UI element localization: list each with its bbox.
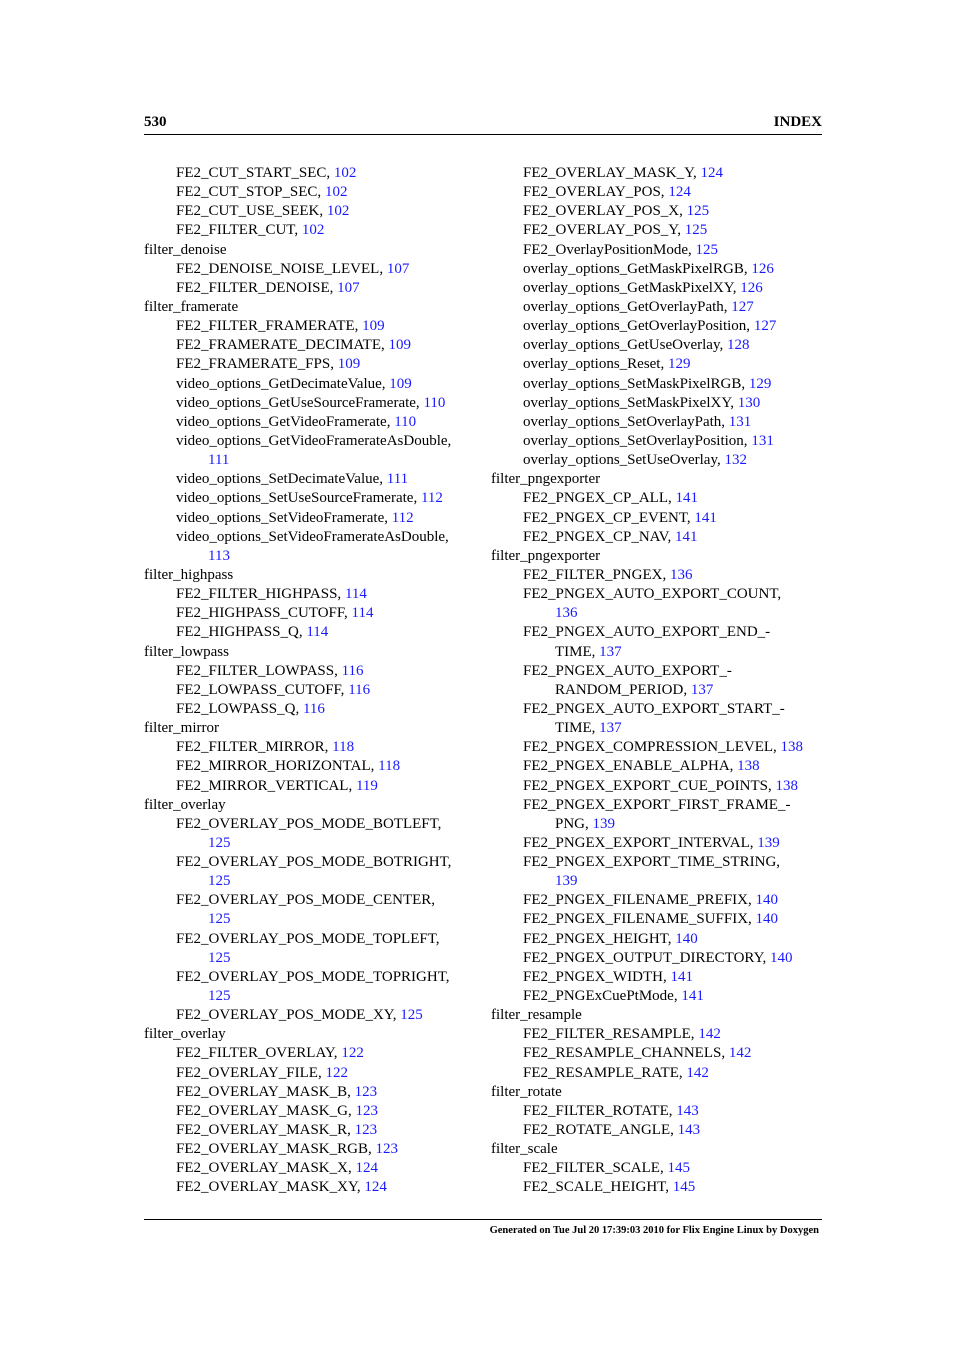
page-ref-link[interactable]: 141 [675, 490, 699, 507]
index-entry [491, 509, 827, 528]
page-ref-link[interactable]: 138 [775, 777, 798, 794]
index-entry [144, 509, 480, 528]
index-entry [144, 221, 480, 240]
entry-text: FE2_PNGEX_AUTO_EXPORT_START_- [523, 700, 785, 717]
entry-text: PNG, [555, 815, 593, 832]
index-entry [144, 1140, 480, 1159]
index-entry [144, 183, 480, 202]
page-ref-link[interactable]: 114 [351, 605, 374, 622]
index-entry [144, 681, 480, 700]
entry-text: overlay_options_GetUseOverlay, [523, 337, 727, 354]
page-ref-link[interactable]: 118 [332, 739, 355, 756]
entry-text: video_options_GetVideoFramerateAsDouble, [176, 432, 452, 449]
index-entry [491, 834, 827, 853]
entry-text: FE2_PNGEX_ENABLE_ALPHA, [523, 758, 738, 775]
index-group-heading [144, 241, 480, 260]
index-group-heading [491, 470, 827, 489]
page-ref-link[interactable]: 118 [378, 758, 401, 775]
index-entry [144, 1006, 480, 1025]
index-entry [491, 1178, 827, 1197]
entry-text: FE2_OVERLAY_MASK_RGB, [176, 1141, 376, 1158]
index-entry [491, 336, 827, 355]
index-group-heading [144, 1025, 480, 1044]
index-entry [144, 815, 480, 834]
index-entry [491, 949, 827, 968]
index-entry [491, 1159, 827, 1178]
entry-text: FE2_OVERLAY_MASK_G, [176, 1102, 356, 1119]
index-entry [144, 930, 480, 949]
page-ref-link[interactable]: 123 [375, 1141, 398, 1158]
index-entry [491, 489, 827, 508]
index-entry [491, 202, 827, 221]
index-entry [491, 891, 827, 910]
entry-text: FE2_PNGEX_EXPORT_TIME_STRING, [523, 854, 781, 871]
entry-text: filter_pngexporter [491, 547, 601, 564]
entry-text: FE2_HIGHPASS_CUTOFF, [176, 605, 352, 622]
index-entry [144, 853, 480, 872]
index-group-heading [491, 1006, 827, 1025]
page-ref-link[interactable]: 125 [208, 988, 231, 1005]
entry-text: FE2_FILTER_FRAMERATE, [176, 318, 363, 335]
entry-text: FE2_OVERLAY_POS_Y, [523, 222, 685, 239]
index-group-heading [491, 547, 827, 566]
entry-text: video_options_GetVideoFramerate, [176, 413, 395, 430]
entry-text: FE2_OVERLAY_POS_X, [523, 203, 687, 220]
page-ref-link[interactable]: 119 [355, 777, 378, 794]
page-ref-link[interactable]: 114 [344, 586, 367, 603]
index-entry [144, 1178, 480, 1197]
entry-text: video_options_SetVideoFramerate, [176, 509, 392, 526]
entry-text: overlay_options_SetMaskPixelRGB, [523, 375, 749, 392]
index-entry [144, 834, 480, 853]
index-entry [144, 777, 480, 796]
entry-text: filter_mirror [144, 720, 219, 737]
page-ref-link[interactable]: 125 [400, 1007, 423, 1024]
index-entry [491, 164, 827, 183]
index-entry [144, 375, 480, 394]
entry-text: FE2_PNGEX_OUTPUT_DIRECTORY, [523, 949, 770, 966]
page-ref-link[interactable]: 109 [362, 318, 385, 335]
index-entry [144, 1083, 480, 1102]
entry-text: FE2_OVERLAY_MASK_XY, [176, 1179, 365, 1196]
entry-text: FE2_FRAMERATE_DECIMATE, [176, 337, 389, 354]
entry-text: FE2_MIRROR_HORIZONTAL, [176, 758, 379, 775]
page-ref-link[interactable]: 122 [325, 1064, 348, 1081]
page-ref-link[interactable]: 125 [208, 911, 231, 928]
entry-text: FE2_OverlayPositionMode, [523, 241, 696, 258]
index-entry [491, 528, 827, 547]
page-ref-link[interactable]: 124 [668, 184, 691, 201]
index-entry [491, 355, 827, 374]
index-entry [491, 930, 827, 949]
page-ref-link[interactable]: 139 [555, 873, 578, 890]
page-ref-link[interactable]: 142 [686, 1064, 709, 1081]
index-group-heading [144, 643, 480, 662]
index-entry [144, 202, 480, 221]
entry-text: FE2_FILTER_DENOISE, [176, 279, 338, 296]
page-number: 530 [144, 114, 167, 130]
index-entry [144, 547, 480, 566]
index-entry [491, 777, 827, 796]
index-entry [144, 662, 480, 681]
index-entry [491, 987, 827, 1006]
entry-text: filter_resample [491, 1007, 582, 1024]
entry-text: video_options_SetUseSourceFramerate, [176, 490, 421, 507]
entry-text: RANDOM_PERIOD, [555, 681, 691, 698]
index-entry [491, 317, 827, 336]
page-ref-link[interactable]: 140 [755, 911, 779, 928]
page-ref-link[interactable]: 137 [599, 643, 622, 660]
page-header [144, 112, 822, 135]
index-entry [144, 317, 480, 336]
index-entry [491, 1064, 827, 1083]
entry-text: filter_lowpass [144, 643, 229, 660]
entry-text: FE2_LOWPASS_CUTOFF, [176, 681, 349, 698]
entry-text: filter_scale [491, 1141, 558, 1158]
page-ref-link[interactable]: 129 [667, 356, 691, 373]
entry-text: FE2_OVERLAY_MASK_B, [176, 1083, 355, 1100]
index-entry [491, 413, 827, 432]
entry-text: filter_overlay [144, 1026, 226, 1043]
index-group-heading [144, 566, 480, 585]
page-ref-link[interactable]: 141 [675, 528, 698, 545]
page-ref-link[interactable]: 124 [355, 1160, 378, 1177]
page-ref-link[interactable]: 125 [208, 949, 231, 966]
page-footer [144, 1219, 822, 1236]
page-ref-link[interactable]: 138 [737, 758, 760, 775]
entry-text: FE2_PNGEX_HEIGHT, [523, 930, 676, 947]
page-ref-link[interactable]: 139 [757, 834, 780, 851]
entry-text: FE2_PNGEX_WIDTH, [523, 968, 671, 985]
page-ref-link[interactable]: 102 [301, 222, 325, 239]
index-entry [144, 623, 480, 642]
entry-text: video_options_SetVideoFramerateAsDouble, [176, 528, 449, 545]
index-entry [144, 968, 480, 987]
footer-text: Generated on Tue Jul 20 17:39:03 2010 for Flix Engine Linux by Doxygen [489, 1225, 819, 1236]
index-entry [491, 279, 827, 298]
page-ref-link[interactable]: 116 [341, 662, 364, 679]
entry-text: FE2_CUT_START_SEC, [176, 165, 334, 181]
page-ref-link[interactable]: 136 [669, 566, 693, 583]
index-entry [144, 470, 480, 489]
page-ref-link[interactable]: 116 [348, 681, 371, 698]
page-ref-link[interactable]: 109 [389, 375, 412, 392]
index-entry [144, 394, 480, 413]
index-entry [491, 1025, 827, 1044]
page-ref-link[interactable]: 137 [599, 720, 622, 737]
index-entry [491, 451, 827, 470]
entry-text: FE2_OVERLAY_MASK_Y, [523, 165, 701, 181]
entry-text: FE2_OVERLAY_POS, [523, 184, 669, 201]
entry-text: TIME, [555, 720, 600, 737]
entry-text: FE2_PNGEX_CP_ALL, [523, 490, 676, 507]
index-entry [144, 604, 480, 623]
entry-text: filter_pngexporter [491, 471, 601, 488]
entry-text: FE2_PNGEX_COMPRESSION_LEVEL, [523, 739, 781, 756]
index-group-heading [144, 298, 480, 317]
page-ref-link[interactable]: 114 [306, 624, 329, 641]
entry-text: overlay_options_SetUseOverlay, [523, 452, 725, 469]
entry-text: FE2_ROTATE_ANGLE, [523, 1122, 678, 1139]
entry-text: FE2_HIGHPASS_Q, [176, 624, 307, 641]
index-entry [491, 1121, 827, 1140]
index-entry [491, 643, 827, 662]
index-entry [491, 681, 827, 700]
entry-text: FE2_FRAMERATE_FPS, [176, 356, 338, 373]
entry-text: overlay_options_SetOverlayPath, [523, 413, 729, 430]
page-ref-link[interactable]: 140 [755, 892, 779, 909]
index-entry [144, 164, 480, 183]
page-ref-link[interactable]: 102 [333, 165, 357, 181]
entry-text: FE2_MIRROR_VERTICAL, [176, 777, 356, 794]
entry-text: FE2_RESAMPLE_CHANNELS, [523, 1045, 729, 1062]
index-entry [144, 528, 480, 547]
entry-text: FE2_OVERLAY_POS_MODE_BOTRIGHT, [176, 854, 452, 871]
entry-text: filter_highpass [144, 566, 234, 583]
page-ref-link[interactable]: 143 [677, 1122, 701, 1139]
page-ref-link[interactable]: 123 [354, 1083, 378, 1100]
entry-text: video_options_GetDecimateValue, [176, 375, 390, 392]
page-ref-link[interactable]: 110 [394, 413, 417, 430]
entry-text: FE2_PNGEX_AUTO_EXPORT_COUNT, [523, 586, 782, 603]
index-entry [144, 891, 480, 910]
entry-text: filter_denoise [144, 241, 227, 258]
page-ref-link[interactable]: 125 [208, 873, 231, 890]
page-ref-link[interactable]: 138 [780, 739, 804, 756]
index-group-heading [144, 796, 480, 815]
page-ref-link[interactable]: 111 [208, 452, 230, 469]
index-entry [144, 1159, 480, 1178]
entry-text: FE2_PNGEX_FILENAME_PREFIX, [523, 892, 756, 909]
index-entry [491, 1044, 827, 1063]
entry-text: FE2_PNGExCuePtMode, [523, 988, 682, 1005]
index-entry [491, 1102, 827, 1121]
page-ref-link[interactable]: 127 [753, 318, 777, 335]
entry-text: FE2_FILTER_MIRROR, [176, 739, 333, 756]
page-ref-link[interactable]: 110 [423, 394, 446, 411]
page-ref-link[interactable]: 124 [364, 1179, 387, 1196]
index-entry [144, 1102, 480, 1121]
index-entry [491, 566, 827, 585]
index-entry [491, 853, 827, 872]
index-entry [144, 910, 480, 929]
entry-text: FE2_FILTER_ROTATE, [523, 1102, 677, 1119]
entry-text: FE2_FILTER_HIGHPASS, [176, 586, 345, 603]
page-ref-link[interactable]: 102 [326, 203, 350, 220]
page-ref-link[interactable]: 123 [355, 1102, 378, 1119]
index-entry [491, 738, 827, 757]
entry-text: filter_overlay [144, 796, 226, 813]
index-entry [144, 700, 480, 719]
index-group-heading [144, 719, 480, 738]
entry-text: FE2_OVERLAY_POS_MODE_CENTER, [176, 892, 436, 909]
index-entry [491, 968, 827, 987]
page-ref-link[interactable]: 109 [337, 356, 361, 373]
index-entry [144, 738, 480, 757]
entry-text: FE2_OVERLAY_POS_MODE_TOPLEFT, [176, 930, 440, 947]
page-ref-link[interactable]: 141 [681, 988, 704, 1005]
page-ref-link[interactable]: 145 [672, 1179, 696, 1196]
index-entry [491, 604, 827, 623]
page-ref-link[interactable]: 131 [728, 413, 752, 430]
page-ref-link[interactable]: 128 [726, 337, 750, 354]
page-ref-link[interactable]: 137 [690, 681, 714, 698]
entry-text: overlay_options_SetOverlayPosition, [523, 432, 752, 449]
entry-text: overlay_options_GetMaskPixelXY, [523, 279, 741, 296]
index-entry [144, 1064, 480, 1083]
entry-text: overlay_options_GetOverlayPath, [523, 298, 732, 315]
page-ref-link[interactable]: 141 [670, 968, 693, 985]
page-ref-link[interactable]: 129 [748, 375, 772, 392]
index-entry [491, 183, 827, 202]
page-ref-link[interactable]: 145 [667, 1160, 690, 1177]
index-entry [491, 241, 827, 260]
page-ref-link[interactable]: 131 [751, 432, 774, 449]
index-entry [144, 260, 480, 279]
page-ref-link[interactable]: 142 [728, 1045, 752, 1062]
index-group-heading [491, 1140, 827, 1159]
page-ref-link[interactable]: 126 [751, 260, 774, 277]
index-column-right [491, 164, 827, 1198]
entry-text: FE2_PNGEX_AUTO_EXPORT_END_- [523, 624, 771, 641]
index-entry [144, 413, 480, 432]
entry-text: FE2_LOWPASS_Q, [176, 700, 303, 717]
entry-text: FE2_FILTER_PNGEX, [523, 566, 670, 583]
page-ref-link[interactable]: 124 [700, 165, 724, 181]
page-ref-link[interactable]: 141 [694, 509, 717, 526]
index-entry [144, 872, 480, 891]
page-ref-link[interactable]: 122 [341, 1045, 364, 1062]
entry-text: FE2_FILTER_LOWPASS, [176, 662, 342, 679]
index-entry [491, 757, 827, 776]
entry-text: FE2_CUT_USE_SEEK, [176, 203, 327, 220]
index-entry [144, 1044, 480, 1063]
entry-text: FE2_PNGEX_EXPORT_INTERVAL, [523, 834, 758, 851]
entry-text: FE2_PNGEX_CP_EVENT, [523, 509, 695, 526]
entry-text: FE2_PNGEX_CP_NAV, [523, 528, 675, 545]
index-entry [491, 298, 827, 317]
index-entry [491, 260, 827, 279]
index-entry [144, 432, 480, 451]
page-ref-link[interactable]: 113 [208, 547, 230, 564]
entry-text: FE2_FILTER_RESAMPLE, [523, 1026, 699, 1043]
page-ref-link[interactable]: 142 [698, 1026, 721, 1043]
entry-text: FE2_FILTER_SCALE, [523, 1160, 668, 1177]
entry-text: video_options_SetDecimateValue, [176, 471, 387, 488]
entry-text: FE2_SCALE_HEIGHT, [523, 1179, 673, 1196]
index-entry [144, 279, 480, 298]
index-entry [491, 719, 827, 738]
page-ref-link[interactable]: 109 [388, 337, 412, 354]
index-entry [491, 221, 827, 240]
page-ref-link[interactable]: 107 [386, 260, 410, 277]
entry-text: FE2_CUT_STOP_SEC, [176, 184, 325, 201]
entry-text: video_options_GetUseSourceFramerate, [176, 394, 424, 411]
entry-text: FE2_PNGEX_FILENAME_SUFFIX, [523, 911, 756, 928]
entry-text: FE2_OVERLAY_POS_MODE_TOPRIGHT, [176, 968, 450, 985]
page-ref-link[interactable]: 125 [208, 834, 231, 851]
entry-text: overlay_options_Reset, [523, 356, 668, 373]
page-ref-link[interactable]: 127 [731, 298, 754, 315]
page-ref-link[interactable]: 125 [695, 241, 718, 258]
page-ref-link[interactable]: 125 [684, 222, 708, 239]
page-ref-link[interactable]: 125 [686, 203, 710, 220]
entry-text: overlay_options_GetMaskPixelRGB, [523, 260, 752, 277]
page-ref-link[interactable]: 112 [420, 490, 443, 507]
index-entry [144, 1121, 480, 1140]
entry-text: FE2_OVERLAY_POS_MODE_XY, [176, 1007, 401, 1024]
index-entry [491, 796, 827, 815]
index-entry [144, 451, 480, 470]
index-entry [491, 394, 827, 413]
index-entry [144, 336, 480, 355]
index-entry [144, 949, 480, 968]
page-ref-link[interactable]: 143 [676, 1102, 699, 1119]
index-entry [144, 489, 480, 508]
page-ref-link[interactable]: 140 [769, 949, 793, 966]
index-entry [491, 662, 827, 681]
entry-text: TIME, [555, 643, 600, 660]
index-entry [491, 700, 827, 719]
entry-text: overlay_options_SetMaskPixelXY, [523, 394, 738, 411]
entry-text: FE2_OVERLAY_MASK_X, [176, 1160, 356, 1177]
page-ref-link[interactable]: 112 [391, 509, 414, 526]
page-ref-link[interactable]: 111 [386, 471, 409, 488]
entry-text: FE2_RESAMPLE_RATE, [523, 1064, 687, 1081]
entry-text: FE2_PNGEX_EXPORT_FIRST_FRAME_- [523, 796, 791, 813]
entry-text: FE2_FILTER_OVERLAY, [176, 1045, 342, 1062]
page-ref-link[interactable]: 136 [555, 605, 578, 622]
page-ref-link[interactable]: 139 [592, 815, 616, 832]
entry-text: FE2_PNGEX_AUTO_EXPORT_- [523, 662, 732, 679]
entry-text: FE2_OVERLAY_FILE, [176, 1064, 326, 1081]
page-ref-link[interactable]: 130 [737, 394, 761, 411]
entry-text: FE2_OVERLAY_MASK_R, [176, 1122, 355, 1139]
index-entry [491, 432, 827, 451]
page-ref-link[interactable]: 132 [724, 452, 747, 469]
index-entry [491, 910, 827, 929]
entry-text: FE2_PNGEX_EXPORT_CUE_POINTS, [523, 777, 776, 794]
index-group-heading [491, 1083, 827, 1102]
index-entry [491, 585, 827, 604]
entry-text: filter_rotate [491, 1083, 562, 1100]
index-entry [491, 375, 827, 394]
index-entry [491, 623, 827, 642]
index-entry [144, 757, 480, 776]
entry-text: FE2_DENOISE_NOISE_LEVEL, [176, 260, 387, 277]
page-ref-link[interactable]: 123 [354, 1122, 378, 1139]
index-column-left [144, 164, 480, 1198]
index-entry [144, 355, 480, 374]
entry-text: filter_framerate [144, 298, 239, 315]
page-ref-link[interactable]: 116 [302, 700, 325, 717]
entry-text: overlay_options_GetOverlayPosition, [523, 318, 754, 335]
page-ref-link[interactable]: 140 [675, 930, 698, 947]
page-ref-link[interactable]: 126 [740, 279, 763, 296]
index-entry [491, 815, 827, 834]
index-entry [144, 987, 480, 1006]
index-entry [144, 585, 480, 604]
page-title: INDEX [773, 114, 822, 130]
entry-text: FE2_FILTER_CUT, [176, 222, 302, 239]
page-ref-link[interactable]: 102 [324, 184, 348, 201]
entry-text: FE2_OVERLAY_POS_MODE_BOTLEFT, [176, 815, 442, 832]
page-ref-link[interactable]: 107 [337, 279, 360, 296]
index-entry [491, 872, 827, 891]
